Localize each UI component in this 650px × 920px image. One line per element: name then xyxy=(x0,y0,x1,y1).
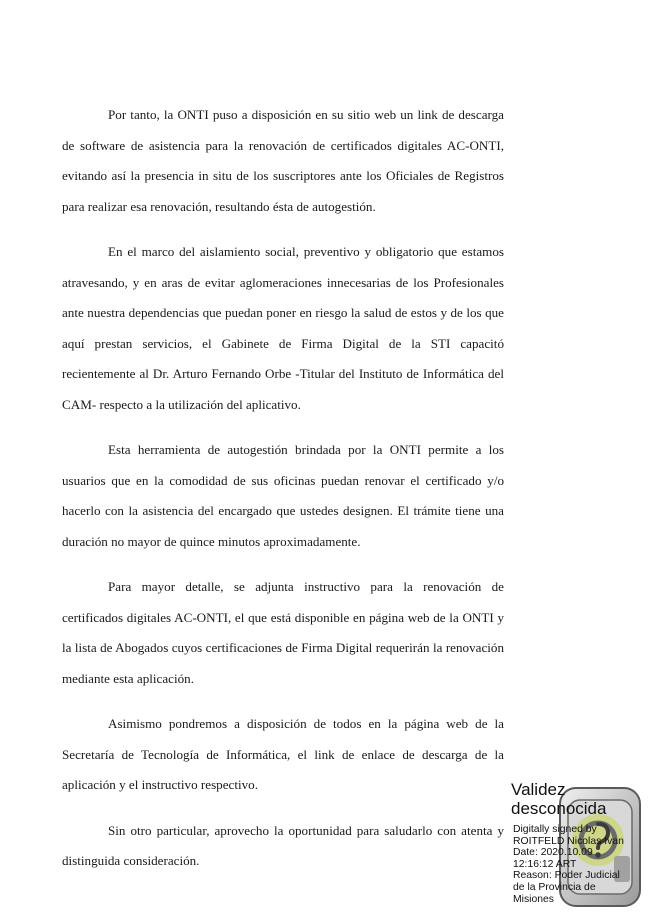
signature-detail-line: Date: 2020.10.09 xyxy=(513,847,593,859)
signature-detail-line: Digitally signed by xyxy=(513,824,597,835)
paragraph-training: En el marco del aislamiento social, preventivo y obligatorio que estamos atravesando, y en aras de evitar aglomeraciones innecesarias de los Profesionales ante nuestra dependencias que puedan poner en riesgo la salud de estos y de los que aquí prestan servicios, el Gabinete de Firma Digital de la STI capacitó recientemente al Dr. Arturo Fernando Orbe -Titular del Instituto de Informática del CAM- respecto a la utilización del aplicativo. xyxy=(62,244,504,412)
signature-detail-line: ROITFELD Nicolas Ivan xyxy=(513,835,624,847)
paragraph-self-service-tool: Esta herramienta de autogestión brindada por la ONTI permite a los usuarios que en la comodidad de sus oficinas puedan renovar el certificado y/o hacerlo con la asistencia del encargado que ustedes designen. El trámite tiene una duración no mayor de quince minutos aproximadamente. xyxy=(62,442,504,549)
paragraph-web-link: Asimismo pondremos a disposición de todos en la página web de la Secretaría de Tecnología de Informática, el link de enlace de descarga de la aplicación y el instructivo respectivo. xyxy=(62,716,504,792)
paragraph-onti-download: Por tanto, la ONTI puso a disposición en su sitio web un link de descarga de software de asistencia para la renovación de certificados digitales AC-ONTI, evitando así la presencia in situ de los suscriptores ante los Oficiales de Registros para realizar esa renovación, resultando ésta de autogestión. xyxy=(62,107,504,214)
paragraph-closing: Sin otro particular, aprovecho la oportunidad para saludarlo con atenta y distinguida consideración. xyxy=(62,822,504,868)
letter-body xyxy=(62,100,504,892)
paragraph-instructions: Para mayor detalle, se adjunta instructivo para la renovación de certificados digitales AC-ONTI, el que está disponible en página web de la ONTI y la lista de Abogados cuyos certificaciones de Firma Digital requerirán la renovación mediante esta aplicación. xyxy=(62,579,504,686)
signature-validity-status xyxy=(511,780,650,818)
signature-detail-line: de la Provincia de xyxy=(513,881,596,893)
digital-signature-stamp[interactable] xyxy=(506,778,650,920)
signature-detail-line: Reason: Poder Judicial xyxy=(513,870,620,882)
signature-detail-line: Misiones xyxy=(513,893,554,905)
validity-line-1: Validez xyxy=(511,780,566,799)
signature-detail-line: 12:16:12 ART xyxy=(513,858,577,870)
validity-line-2: desconocida xyxy=(511,799,607,818)
signature-details xyxy=(513,824,650,905)
